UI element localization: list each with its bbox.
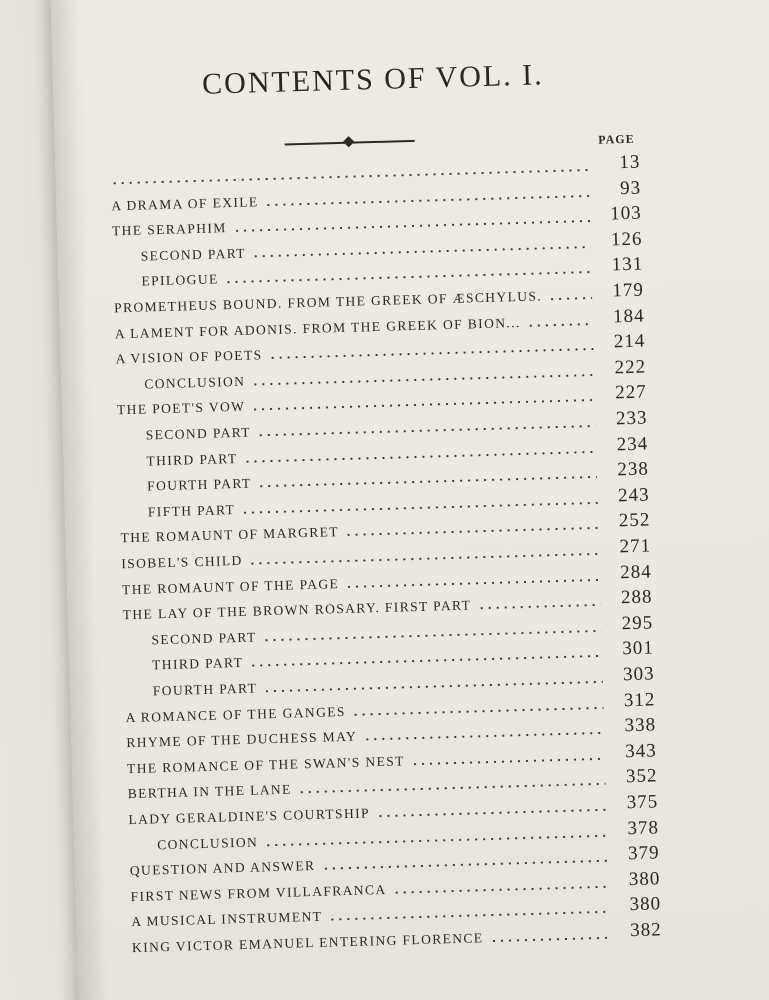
- toc-entry-title: FOURTH PART: [146, 475, 252, 494]
- toc-entry-page-number: 214: [613, 330, 646, 353]
- toc-entry-title: A LAMENT FOR ADONIS. FROM THE GREEK OF BION...: [114, 314, 521, 341]
- dot-leader: [345, 527, 599, 536]
- toc-entry-page-number: 126: [610, 228, 643, 251]
- dot-leader: [257, 425, 596, 436]
- contents-list: [50, 0, 769, 1000]
- dot-leader: [490, 937, 610, 942]
- toc-entry-page-number: 301: [622, 637, 655, 660]
- toc-entry-page-number: 252: [618, 509, 651, 532]
- toc-entry-title: EPILOGUE: [141, 271, 219, 289]
- dot-leader: [264, 834, 607, 846]
- toc-entry-title: THE ROMAUNT OF THE PAGE: [121, 575, 340, 597]
- dot-leader: [477, 604, 600, 609]
- dot-leader: [258, 476, 597, 487]
- toc-entry-page-number: 380: [629, 893, 662, 916]
- dot-leader: [298, 783, 606, 794]
- toc-entry-page-number: 243: [617, 484, 650, 507]
- dot-leader: [263, 681, 602, 692]
- toc-entry-title: THE POET'S VOW: [116, 399, 246, 418]
- toc-entry-title: THIRD PART: [146, 450, 238, 469]
- dot-leader: [363, 732, 604, 741]
- toc-entry-page-number: 13: [619, 151, 641, 174]
- toc-entry-title: THE ROMANCE OF THE SWAN'S NEST: [126, 753, 405, 776]
- toc-entry-page-number: 234: [616, 433, 649, 455]
- toc-entry-page-number: 288: [620, 586, 653, 609]
- toc-entry-page-number: 352: [625, 765, 658, 788]
- page-column-heading: PAGE: [598, 131, 635, 147]
- dot-leader: [548, 297, 592, 300]
- toc-entry-page-number: 378: [627, 816, 660, 839]
- toc-entry-title: THE SERAPHIM: [111, 220, 227, 239]
- toc-entry-page-number: 271: [619, 535, 652, 558]
- toc-entry-page-number: 379: [627, 842, 660, 865]
- toc-entry-title: THIRD PART: [151, 655, 244, 673]
- toc-entry-title: RHYME OF THE DUCHESS MAY: [126, 728, 358, 751]
- toc-entry-page-number: 382: [629, 919, 663, 942]
- toc-entry-title: A DRAMA OF EXILE: [111, 193, 259, 213]
- dot-leader: [252, 246, 591, 257]
- dot-leader: [345, 578, 600, 587]
- dot-leader: [322, 860, 608, 870]
- toc-entry-page-number: 179: [612, 279, 645, 302]
- toc-entry-title: QUESTION AND ANSWER: [129, 858, 316, 879]
- toc-entry-page-number: 238: [617, 458, 650, 481]
- toc-entry-title: CONCLUSION: [144, 373, 246, 392]
- toc-entry-page-number: 343: [624, 740, 658, 763]
- toc-entry-title: CONCLUSION: [156, 834, 259, 852]
- dot-leader: [251, 399, 595, 411]
- toc-entry-page-number: 295: [621, 612, 654, 635]
- dot-leader: [352, 706, 604, 715]
- toc-entry-page-number: 312: [623, 688, 656, 711]
- toc-entry-title: FIFTH PART: [147, 501, 236, 520]
- toc-entry-page-number: 303: [622, 663, 655, 686]
- toc-entry-page-number: 103: [609, 202, 643, 225]
- toc-entry-page-number: 284: [619, 561, 653, 583]
- toc-entry-page-number: 222: [614, 356, 647, 379]
- toc-entry-title: ISOBEL'S CHILD: [121, 552, 243, 572]
- toc-entry-title: A MUSICAL INSTRUMENT: [131, 909, 323, 930]
- toc-entry-title: THE LAY OF THE BROWN ROSARY. FIRST PART: [122, 597, 472, 623]
- page-title: CONTENTS OF VOL. I.: [201, 58, 545, 101]
- toc-entry-page-number: 184: [612, 305, 645, 327]
- book-page: [50, 0, 769, 1000]
- dot-leader: [269, 348, 594, 359]
- toc-entry-page-number: 338: [624, 714, 657, 737]
- dot-leader: [527, 323, 593, 327]
- toc-entry-title: FIRST NEWS FROM VILLAFRANCA: [130, 881, 387, 904]
- toc-entry-title: KING VICTOR EMANUEL ENTERING FLORENCE: [131, 930, 484, 956]
- toc-entry-title: FOURTH PART: [152, 680, 258, 699]
- toc-entry-title: A VISION OF POETS: [115, 347, 263, 367]
- dot-leader: [249, 553, 599, 565]
- dot-leader: [263, 630, 602, 641]
- dot-leader: [251, 374, 594, 386]
- toc-entry-title: SECOND PART: [140, 245, 247, 264]
- toc-entry-title: THE ROMAUNT OF MARGRET: [120, 524, 340, 546]
- toc-entry-page-number: 380: [628, 868, 661, 890]
- toc-entry-title: SECOND PART: [151, 629, 257, 648]
- toc-entry-page-number: 375: [626, 791, 659, 814]
- dot-leader: [411, 758, 605, 765]
- toc-entry-title: SECOND PART: [145, 424, 252, 443]
- toc-entry-title: PROMETHEUS BOUND. FROM THE GREEK OF ÆSCHYLUS.: [113, 288, 543, 316]
- dot-leader: [393, 886, 609, 894]
- toc-entry-title: LADY GERALDINE'S COURTSHIP: [128, 805, 371, 828]
- toc-entry-title: BERTHA IN THE LANE: [127, 781, 292, 802]
- toc-entry-title: A ROMANCE OF THE GANGES: [125, 703, 346, 725]
- dot-leader: [328, 911, 609, 921]
- toc-entry-page-number: 131: [611, 253, 644, 276]
- toc-entry-page-number: 233: [615, 407, 648, 430]
- toc-entry-page-number: 227: [614, 381, 648, 404]
- dot-leader: [376, 809, 606, 817]
- dot-leader: [265, 195, 590, 206]
- toc-entry-page-number: 93: [619, 177, 642, 199]
